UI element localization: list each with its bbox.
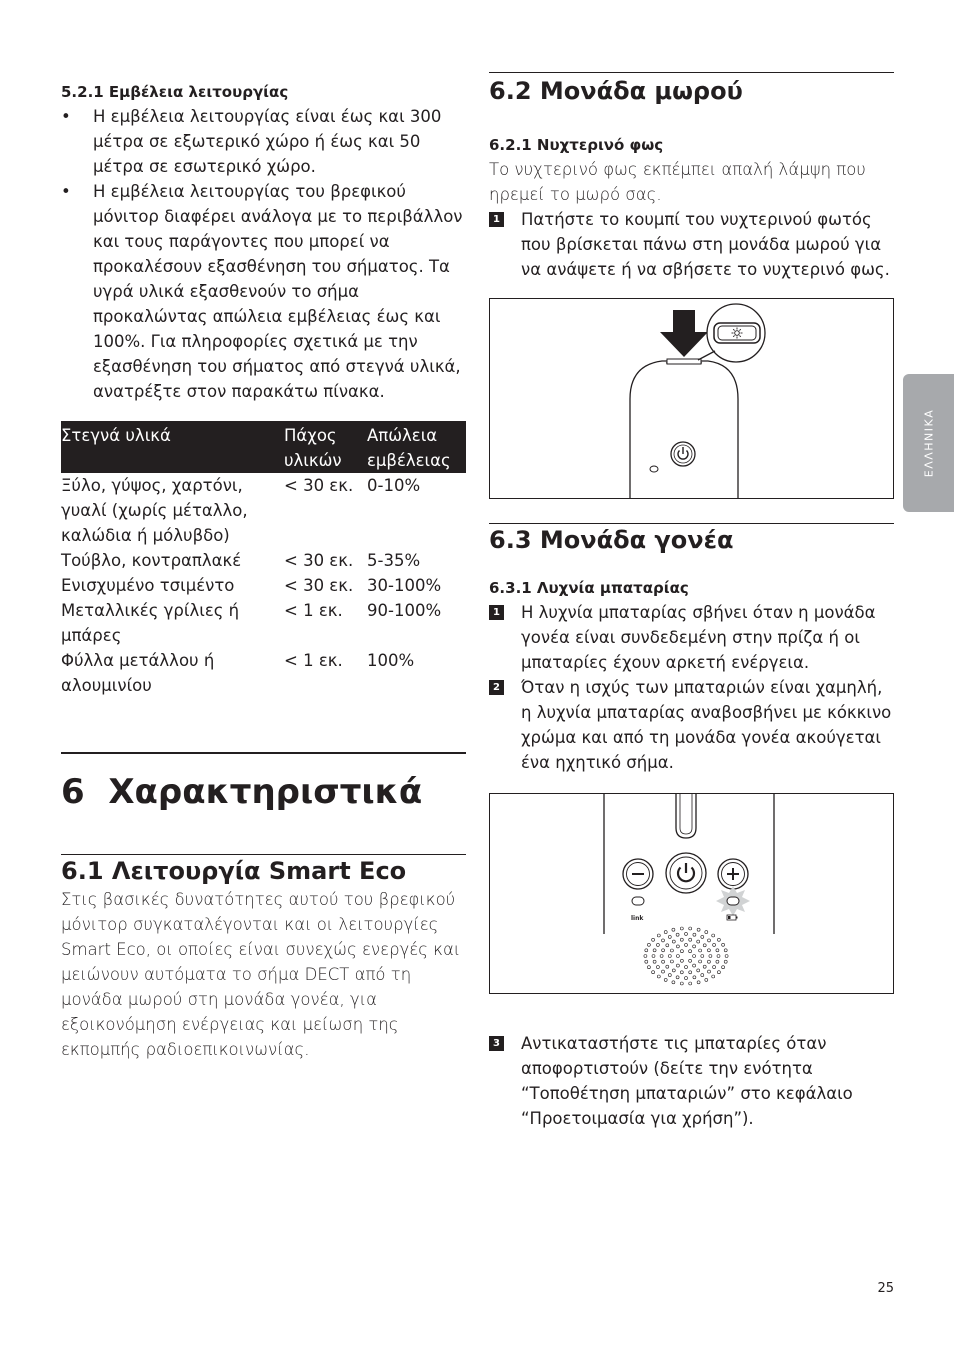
- materials-table: [61, 421, 466, 698]
- battery-icon: [727, 915, 738, 920]
- header-range-loss: Απώλεια εμβέλειας: [367, 421, 466, 473]
- section-6-1-body: Στις βασικές δυνατότητες αυτού του βρεφικού μόνιτορ συγκαταλέγονται και οι λειτουργίες Smart Eco, οι οποίες είναι συνεχώς ενεργές και μειώνουν αυτόματα το σήμα DECT από τη μονάδα μωρού στη μονάδα γονέα, για εξοικονόμηση ενέργειας και μείωση της εκπομπής ραδιοεπικοινωνίας.: [61, 890, 461, 1059]
- minus-button-icon: [623, 859, 653, 889]
- speaker-hole: [689, 950, 692, 953]
- speaker-hole: [672, 981, 675, 984]
- section-6-2-title: 6.2 Μονάδα μωρού: [489, 77, 743, 105]
- step-number: 1: [489, 605, 504, 620]
- table-header-row: [61, 421, 466, 473]
- speaker-hole: [656, 943, 659, 946]
- bullet-item: • Η εμβέλεια λειτουργίας είναι έως και 300 μέτρα σε εξωτερικό χώρο ή έως και 50 μέτρα σε εσωτερικό χώρο.: [61, 104, 466, 179]
- cell-thickness: < 30 εκ.: [284, 476, 354, 495]
- speaker-hole: [716, 949, 719, 952]
- speaker-hole: [717, 971, 720, 974]
- battery-led-glow-icon: [716, 886, 750, 916]
- speaker-hole: [676, 945, 679, 948]
- arrow-down-icon: [660, 310, 708, 357]
- speaker-hole: [662, 949, 665, 952]
- speaker-hole: [662, 960, 665, 963]
- section-6-2-block: [489, 72, 894, 107]
- speaker-hole: [693, 933, 696, 936]
- speaker-hole: [709, 955, 712, 958]
- cell-material: Φύλλα μετάλλου ή αλουμινίου: [61, 651, 215, 695]
- language-tab: [903, 374, 954, 512]
- speaker-hole: [699, 960, 702, 963]
- cell-loss: 30-100%: [367, 576, 442, 595]
- speaker-hole: [680, 938, 683, 941]
- page-number: 25: [877, 1281, 894, 1296]
- speaker-hole: [724, 960, 727, 963]
- speaker-hole: [662, 939, 665, 942]
- speaker-hole: [656, 966, 659, 969]
- speaker-hole: [664, 931, 667, 934]
- header-thickness: Πάχος υλικών: [284, 421, 367, 473]
- speaker-hole: [680, 927, 683, 930]
- speaker-hole: [701, 955, 704, 958]
- speaker-hole: [685, 966, 688, 969]
- night-light-button-icon: [714, 323, 760, 343]
- step-text: Αντικαταστήστε τις μπαταρίες όταν αποφορτιστούν (δείτε την ενότητα “Τοποθέτηση μπαταριών” στο κεφάλαιο “Προετοιμασία για χρήση”).: [521, 1034, 853, 1128]
- speaker-hole: [680, 982, 683, 985]
- speaker-hole: [693, 964, 696, 967]
- cell-loss: 100%: [367, 651, 415, 670]
- step-text: Πατήστε το κουμπί του νυχτερινού φωτός που βρίσκεται πάνω στη μονάδα μωρού για να ανάψετε ή να σβήσετε το νυχτερινό φως.: [521, 210, 890, 279]
- section-6-1-title: 6.1 Λειτουργία Smart Eco: [61, 857, 407, 885]
- section-6-2-1-body: Το νυχτερινό φως εκπέμπει απαλή λάμψη που ηρεμεί το μωρό σας.: [489, 160, 866, 204]
- speaker-hole: [676, 976, 679, 979]
- speaker-hole: [672, 940, 675, 943]
- parent-unit-svg: [490, 794, 893, 993]
- table-row: [61, 473, 466, 548]
- speaker-hole: [652, 971, 655, 974]
- speaker-hole: [652, 955, 655, 958]
- speaker-hole: [676, 964, 679, 967]
- step-number: 2: [489, 680, 504, 695]
- section-6-2-1-title: 6.2.1 Νυχτερινό φως: [489, 136, 664, 154]
- chapter-heading-block: [61, 752, 466, 814]
- speaker-hole: [725, 955, 728, 958]
- step-number: 1: [489, 212, 504, 227]
- plus-button-icon: [718, 859, 748, 889]
- section-6-1-block: [61, 854, 466, 1062]
- speaker-hole: [657, 934, 660, 937]
- speaker-hole: [717, 955, 720, 958]
- speaker-hole: [685, 977, 688, 980]
- left-column: [61, 80, 466, 1062]
- speaker-hole: [685, 932, 688, 935]
- baby-unit-svg: [490, 299, 893, 498]
- speaker-hole: [676, 955, 679, 958]
- speaker-hole: [705, 931, 708, 934]
- speaker-hole: [652, 938, 655, 941]
- parent-unit-illustration: [489, 793, 894, 994]
- cell-material: Ξύλο, γύψος, χαρτόνι, γυαλί (χωρίς μέταλλο, καλώδια ή μόλυβδο): [61, 476, 248, 545]
- speaker-hole: [662, 970, 665, 973]
- section-6-3-1-title: 6.3.1 Λυχνία μπαταρίας: [489, 579, 689, 597]
- cell-material: Ενισχυμένο τσιμέντο: [61, 576, 235, 595]
- speaker-hole: [668, 935, 671, 938]
- speaker-hole: [644, 955, 647, 958]
- range-bullet-list: [61, 104, 466, 404]
- battery-light-steps: [489, 600, 894, 775]
- section-5-2-1-title: 5.2.1 Εμβέλεια λειτουργίας: [61, 83, 289, 101]
- speaker-hole: [722, 966, 725, 969]
- speaker-hole: [712, 934, 715, 937]
- speaker-hole: [697, 928, 700, 931]
- speaker-hole: [708, 970, 711, 973]
- bullet-item: • Η εμβέλεια λειτουργίας του βρεφικού μόνιτορ διαφέρει ανάλογα με το περιβάλλον και τους παράγοντες που μπορεί να προκαλέσουν εξασθένηση του σήματος. Τα υγρά υλικά εξασθενούν το σήμα προκαλώντας απώλεια εμβέλειας έως και 100%. Για πληροφορίες σχετικά με την εξασθένηση του σήματος από στεγνά υλικά, ανατρέξτε στον παρακάτω πίνακα.: [61, 179, 466, 404]
- baby-unit-illustration: [489, 298, 894, 499]
- speaker-hole: [689, 959, 692, 962]
- speaker-hole: [670, 949, 673, 952]
- speaker-hole: [712, 975, 715, 978]
- speaker-hole: [717, 938, 720, 941]
- speaker-hole: [689, 938, 692, 941]
- speaker-hole: [645, 949, 648, 952]
- cell-material: Μεταλλικές γρίλιες ή μπάρες: [61, 601, 240, 645]
- step-item: [489, 1031, 894, 1131]
- speaker-hole: [666, 944, 669, 947]
- speaker-hole: [713, 966, 716, 969]
- speaker-hole: [653, 960, 656, 963]
- step-text: Όταν η ισχύς των μπαταριών είναι χαμηλή, η λυχνία μπαταρίας αναβοσβήνει με κόκκινο χρώμα και από τη μονάδα γονέα ακούγεται ένα ηχητικό σήμα.: [521, 678, 892, 772]
- speaker-hole: [647, 966, 650, 969]
- speaker-hole: [724, 949, 727, 952]
- step-item: [489, 675, 894, 775]
- speaker-hole: [680, 959, 683, 962]
- speaker-grille: [644, 927, 728, 985]
- speaker-hole: [668, 974, 671, 977]
- speaker-hole: [693, 955, 696, 958]
- step-item: [489, 600, 894, 675]
- cell-loss: 5-35%: [367, 551, 421, 570]
- speaker-hole: [689, 927, 692, 930]
- speaker-hole: [666, 965, 669, 968]
- speaker-hole: [680, 950, 683, 953]
- link-label: link: [631, 915, 644, 922]
- speaker-hole: [693, 945, 696, 948]
- speaker-hole: [645, 960, 648, 963]
- speaker-hole: [697, 940, 700, 943]
- speaker-hole: [685, 943, 688, 946]
- step-text: Η λυχνία μπαταρίας σβήνει όταν η μονάδα γονέα είναι συνδεδεμένη στην πρίζα ή οι μπαταρίες έχουν αρκετή ενέργεια.: [521, 603, 876, 672]
- section-6-3-block: [489, 523, 894, 556]
- speaker-hole: [676, 933, 679, 936]
- step-number: 3: [489, 1036, 504, 1051]
- right-column: [489, 72, 894, 1131]
- power-button-icon: [666, 853, 706, 893]
- table-row: [61, 548, 466, 573]
- cell-material: Τούβλο, κοντραπλακέ: [61, 551, 242, 570]
- speaker-hole: [701, 974, 704, 977]
- speaker-hole: [680, 971, 683, 974]
- speaker-hole: [707, 949, 710, 952]
- speaker-hole: [653, 949, 656, 952]
- night-light-steps: [489, 207, 894, 282]
- table-row: [61, 598, 466, 648]
- speaker-hole: [701, 935, 704, 938]
- cell-thickness: < 1 εκ.: [284, 651, 343, 670]
- step-item: [489, 207, 894, 282]
- link-led-icon: [632, 897, 644, 905]
- speaker-hole: [707, 960, 710, 963]
- speaker-hole: [689, 971, 692, 974]
- speaker-hole: [689, 982, 692, 985]
- speaker-hole: [708, 939, 711, 942]
- speaker-hole: [697, 981, 700, 984]
- header-material: Στεγνά υλικά: [61, 421, 284, 473]
- language-tab-label: ΕΛΛΗΝΙΚΑ: [922, 408, 935, 478]
- speaker-hole: [647, 943, 650, 946]
- table-row: [61, 648, 466, 698]
- speaker-hole: [672, 928, 675, 931]
- speaker-hole: [668, 955, 671, 958]
- cell-thickness: < 30 εκ.: [284, 551, 354, 570]
- speaker-hole: [716, 960, 719, 963]
- speaker-hole: [722, 943, 725, 946]
- cell-thickness: < 1 εκ.: [284, 601, 343, 620]
- speaker-hole: [713, 943, 716, 946]
- cell-loss: 90-100%: [367, 601, 442, 620]
- speaker-hole: [670, 960, 673, 963]
- speaker-hole: [660, 955, 663, 958]
- speaker-hole: [703, 965, 706, 968]
- section-6-3-title: 6.3 Μονάδα γονέα: [489, 526, 734, 554]
- cell-loss: 0-10%: [367, 476, 421, 495]
- speaker-hole: [705, 978, 708, 981]
- speaker-hole: [657, 975, 660, 978]
- speaker-hole: [693, 976, 696, 979]
- speaker-hole: [703, 944, 706, 947]
- speaker-hole: [672, 969, 675, 972]
- chapter-title: 6 Χαρακτηριστικά: [61, 772, 423, 812]
- table-row: [61, 573, 466, 598]
- power-button-icon: [671, 442, 695, 466]
- cell-thickness: < 30 εκ.: [284, 576, 354, 595]
- battery-light-steps-continued: [489, 1031, 894, 1131]
- speaker-hole: [697, 969, 700, 972]
- speaker-hole: [664, 978, 667, 981]
- speaker-hole: [699, 949, 702, 952]
